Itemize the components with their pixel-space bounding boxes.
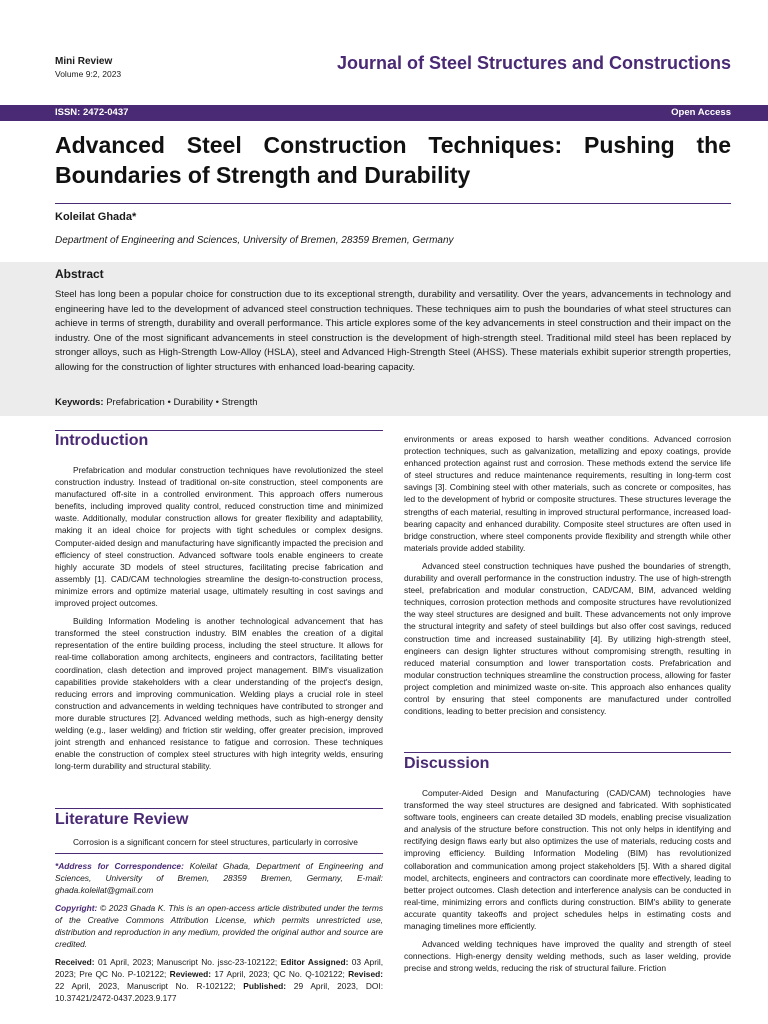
published-date: 29 April, 2023, (293, 981, 359, 991)
copyright-text: © 2023 Ghada K. This is an open-access article distributed under the terms of the Creative Commons Attribution License, which permits unrestricted use, distribution and reproduction in any medium, provided the original author and source are credited. (55, 903, 384, 949)
discussion-divider (404, 752, 731, 753)
discussion-paragraph-1: Computer-Aided Design and Manufacturing (CAD/CAM) technologies have transformed the way steel structures are designed and fabricated. With sophisticated software tools, engineers can create detailed 3D models, enabling precise visualization and analysis of the structure before construction. This not only helps in identifying and rectifying design flaws early but also optimizes the use of materials, reducing costs and improving efficiency. Building Information Modeling (BIM) has revolutionized collaboration and communication among project stakeholders [5]. With a shared digital model, architects, engineers and contractors can coordinate more effectively, leading to better project outcomes. Clash detection and interference analysis can be conducted in real-time, minimizing errors and conflicts during construction. BIM's ability to generate accurate quantity takeoffs and project schedules helps in estimating costs and managing timelines more efficiently. (404, 788, 731, 932)
intro-divider (55, 430, 383, 431)
received-date: 01 April, 2023; Manuscript No. jssc-23-102122; (97, 957, 278, 967)
introduction-body (55, 464, 383, 778)
open-access-label: Open Access (671, 107, 731, 118)
introduction-paragraph-2: Building Information Modeling is another technological advancement that has transformed the steel construction industry. BIM enables the creation of a digital representation of the entire building process, including the steel structure. It allows for real-time collaboration among architects, engineers and contractors, facilitating better coordination, clash detection and improved project management. BIM's visualization capabilities provide stakeholders with a clear understanding of the project's design, reducing errors and improving communication. Welding plays a crucial role in steel construction and advancements in welding techniques have contributed to stronger and more durable structures [2]. Advanced welding methods, such as high-energy density welding (e.g., laser welding) and friction stir welding, offer greater precision, improved joint strength and enhanced resistance to fatigue and corrosion. These techniques enable the construction of complex steel structures with high integrity welds, ensuring long-term durability and structural stability. (55, 616, 383, 772)
correspondence-text: Koleilat Ghada, Department of Engineering and Sciences, University of Bremen, 28359 Bremen, Germany, E-mail: ghada.koleilat@gmail.com (55, 861, 383, 895)
copyright-note (55, 902, 383, 950)
abstract-box (0, 262, 768, 416)
keywords (55, 397, 258, 408)
issn: ISSN: 2472-0437 (55, 107, 129, 118)
literature-paragraph-1: Corrosion is a significant concern for steel structures, particularly in corrosive (73, 837, 358, 847)
doi: DOI: 10.37421/2472-0437.2023.9.177 (55, 981, 384, 1003)
literature-paragraph-continued: environments or areas exposed to harsh weather conditions. Advanced corrosion protection techniques, such as galvanization, metallizing and epoxy coatings, provide enhanced protection against rust and corrosion. These methods extend the service life of steel structures and reduce maintenance requirements, resulting in long-term cost savings [3]. Combining steel with other materials, such as concrete or composites, has led to the development of hybrid or composite structures. These structures leverage the strengths of each material, resulting in improved structural performance, increased load-bearing capacity and enhanced durability. Composite steel structures are often used in bridge construction, where steel components provide flexibility and strength while other materials provide added stability. (404, 434, 731, 553)
title-divider (55, 203, 731, 204)
published-label: Published: (243, 981, 287, 991)
introduction-paragraph-1: Prefabrication and modular construction techniques have revolutionized the steel construction industry. Instead of traditional on-site construction, steel components are manufactured off-site in a controlled environment. This approach offers numerous benefits, including improved quality control, reduced construction time and minimized waste. Additionally, modular construction allows for greater flexibility and adaptability, making it an ideal choice for projects with tight schedules or complex designs. Computer-aided design and manufacturing have significantly impacted the precision and efficiency of steel construction. Advanced software tools enable engineers to create highly accurate 3D models of steel structures, facilitating precise fabrication and assembly [1]. CAD/CAM technologies streamline the design-to-construction process, minimize errors and optimize material usage, ultimately resulting in cost savings and improved project outcomes. (55, 465, 383, 609)
article-type: Mini Review (55, 56, 113, 67)
reviewed-date: 17 April, 2023; QC No. Q-102122; (214, 969, 345, 979)
abstract-body: Steel has long been a popular choice for construction due to its exceptional strength, durability and versatility. Over the years, advancements in technology and engineering have led to the development of advanced steel construction techniques. These techniques aim to push the boundaries of what steel structures can achieve in terms of strength, durability and overall performance. This article explores some of the key advancements in steel construction and their impact on the industry. One of the most significant advancements in steel construction is the development of high-strength steel. Traditional mild steel has been replaced by stronger alloys, such as High-Strength Low-Alloy (HSLA), steel and Advanced High-Strength Steel (AHSS). These materials exhibit superior strength properties, allowing for the construction of lighter structures with enhanced load-bearing capacity. (55, 289, 731, 373)
affiliation: Department of Engineering and Sciences, University of Bremen, 28359 Bremen, Germany (55, 235, 454, 246)
literature-review-heading: Literature Review (55, 811, 189, 828)
keywords-list: Prefabrication • Durability • Strength (106, 397, 258, 408)
footnote (55, 860, 383, 1010)
received-label: Received: (55, 957, 95, 967)
revised-date: 22 April, 2023, Manuscript No. R-102122; (55, 981, 236, 991)
reviewed-label: Reviewed: (169, 969, 212, 979)
right-column-top (404, 433, 731, 723)
abstract-heading: Abstract (55, 267, 104, 281)
copyright-label: Copyright: (55, 903, 98, 913)
author: Koleilat Ghada* (55, 211, 137, 223)
dates-note (55, 956, 383, 1004)
discussion-heading: Discussion (404, 755, 490, 772)
literature-paragraph-2: Advanced steel construction techniques have pushed the boundaries of strength, durability and overall performance in the construction industry. The use of high-strength steel, prefabrication and modular construction, CAD/CAM, BIM, advanced welding techniques, corrosion protection methods and composite structures have revolutionized the way steel structures are designed and built. These advancements not only improve the structural integrity and safety of steel buildings but also offer cost savings, reduced construction time and increased sustainability [4]. By utilizing high-strength steel, engineers can design lighter structures without compromising strength, resulting in reduced material consumption and lower transportation costs. Prefabrication and modular construction techniques streamline the construction process, allowing for faster project completion and minimized waste on-site. This approach also enhances quality control by ensuring that steel components are manufactured under controlled conditions, leading to better precision and consistency. (404, 560, 731, 717)
issn-bar (0, 105, 768, 121)
editor-assigned-date: 03 April, 2023; Pre QC No. P-102122; (55, 957, 384, 979)
paper-title: Advanced Steel Construction Techniques: Pushing the Boundaries of Strength and Durability (55, 132, 731, 188)
journal-title: Journal of Steel Structures and Constructions (336, 53, 731, 73)
discussion-paragraph-2: Advanced welding techniques have improved the quality and strength of steel connections. High-energy density welding methods, such as laser welding, provide precise and strong welds, reducing the risk of structural failure. Friction (404, 939, 731, 974)
introduction-heading: Introduction (55, 432, 149, 449)
literature-divider (55, 808, 383, 809)
header-meta (55, 56, 121, 80)
editor-assigned-label: Editor Assigned: (280, 957, 349, 967)
volume-info: Volume 9:2, 2023 (55, 69, 122, 79)
footnote-divider (55, 853, 383, 854)
revised-label: Revised: (348, 969, 384, 979)
discussion-body (404, 787, 731, 980)
literature-review-body (55, 836, 383, 854)
correspondence-label: *Address for Correspondence: (55, 861, 184, 871)
correspondence-note (55, 860, 383, 896)
keywords-label: Keywords: (55, 397, 104, 408)
